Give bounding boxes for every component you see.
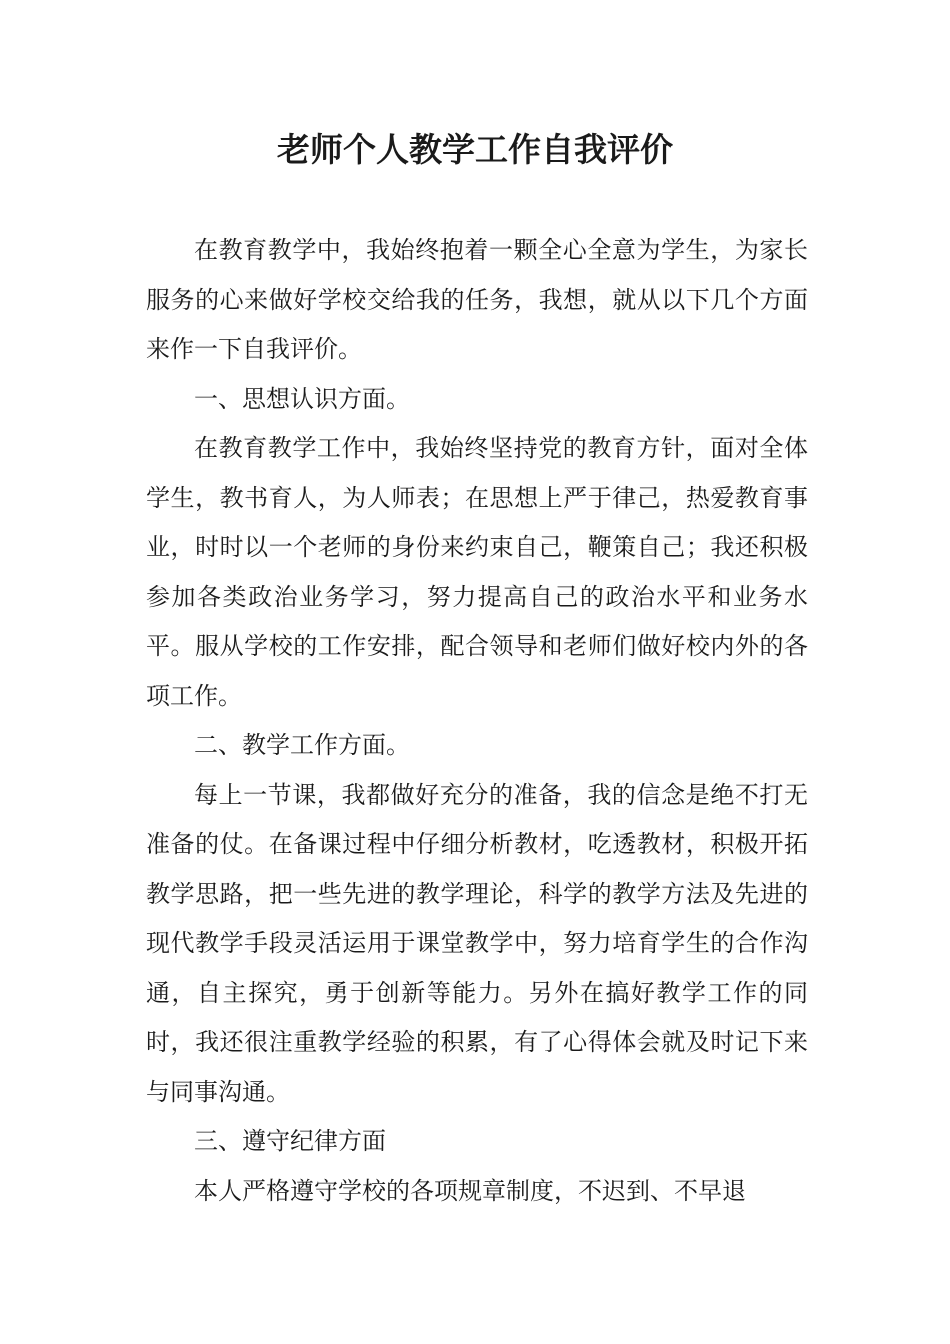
document-title: 老师个人教学工作自我评价 — [277, 130, 673, 169]
paragraph-ideology: 在教育教学工作中，我始终坚持党的教育方针，面对全体学生，教书育人，为人师表；在思想上严于律己，热爱教育事业，时时以一个老师的身份来约束自己，鞭策自己；我还积极参加各类政治业务学习，努力提高自己的政治水平和业务水平。服从学校的工作安排，配合领导和老师们做好校内外的各项工作。 — [146, 434, 808, 710]
paragraph-discipline: 本人严格遵守学校的各项规章制度，不迟到、不早退 — [194, 1176, 746, 1205]
section-heading-2: 二、教学工作方面。 — [194, 731, 410, 759]
paragraph-intro: 在教育教学中，我始终抱着一颗全心全意为学生，为家长服务的心来做好学校交给我的任务，我想，就从以下几个方面来作一下自我评价。 — [146, 236, 808, 363]
section-heading-1: 一、思想认识方面。 — [194, 384, 410, 413]
document-body — [146, 226, 808, 1216]
paragraph-teaching: 每上一节课，我都做好充分的准备，我的信念是绝不打无准备的仗。在备课过程中仔细分析教材，吃透教材，积极开拓教学思路，把一些先进的教学理论，科学的教学方法及先进的现代教学手段灵活运用于课堂教学中，努力培育学生的合作沟通，自主探究，勇于创新等能力。另外在搞好教学工作的同时，我还很注重教学经验的积累，有了心得体会就及时记下来与同事沟通。 — [146, 780, 808, 1106]
section-heading-3: 三、遵守纪律方面 — [194, 1127, 386, 1155]
